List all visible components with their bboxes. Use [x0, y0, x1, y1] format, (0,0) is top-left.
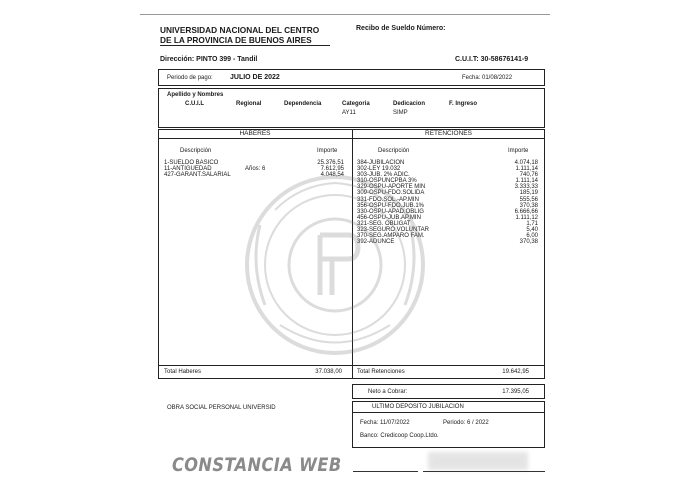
retenciones-row-amount: 4.074,18	[514, 160, 538, 166]
dependencia-label: Dependencia	[284, 101, 322, 107]
haberes-title: HABERES	[239, 130, 271, 137]
haberes-row-desc: 427-GARANT.SALARIAL	[164, 172, 231, 179]
retenciones-row-amount: 1,71	[526, 220, 538, 227]
table-total-rule	[158, 365, 545, 366]
retenciones-row-amount: 370,38	[519, 239, 538, 246]
neto-value: 17.395,05	[502, 389, 529, 395]
retenciones-row-amount: 185,19	[519, 190, 538, 197]
signature-redacted	[428, 452, 528, 470]
haberes-row-amount: 4.048,54	[320, 172, 344, 179]
total-haberes-label: Total Haberes	[164, 369, 202, 375]
retenciones-row-amount: 1.111,14	[515, 166, 538, 173]
haberes-col-desc: Descripción	[180, 148, 212, 154]
neto-label: Neto a Cobrar:	[368, 389, 408, 395]
retenciones-col-desc: Descripción	[378, 148, 410, 154]
cuit: C.U.I.T: 30-58676141-9	[455, 56, 529, 63]
retenciones-row-desc: 384-JUBILACION	[357, 160, 405, 166]
retenciones-row-desc: 370-SEG.AMPARO FAM.	[357, 233, 425, 240]
categoria-value: AY11	[342, 110, 356, 116]
retenciones-row-desc: 310-OSPUNCPBA 3%	[357, 178, 417, 185]
haberes-row-extra: Años: 6	[245, 166, 266, 172]
haberes-row-desc: 1-SUELDO BASICO	[164, 160, 219, 166]
deposito-fecha: Fecha: 11/07/2022	[360, 420, 410, 426]
retenciones-row-amount: 370,38	[519, 202, 538, 209]
constancia-web-stamp: CONSTANCIA WEB	[172, 454, 342, 476]
top-rule	[140, 14, 550, 15]
retenciones-row-desc: 331-FDO.SOL.-AP.MIN	[357, 196, 419, 203]
period-label: Periodo de pago:	[167, 75, 213, 81]
retenciones-col-importe: Importe	[508, 148, 529, 154]
university-seal-icon	[240, 165, 430, 365]
retenciones-row-desc: 302-LEY 19.032	[357, 166, 401, 173]
retenciones-title: RETENCIONES	[425, 130, 472, 137]
retenciones-row-amount: 1.111,14	[515, 178, 538, 185]
retenciones-row-desc: 323-SEGURO VOLUNTAR	[357, 227, 429, 234]
obra-social: OBRA SOCIAL PERSONAL UNIVERSID	[167, 405, 276, 411]
signature-line-right	[423, 471, 545, 472]
period-date: Fecha: 01/08/2022	[462, 75, 513, 81]
retenciones-row-amount: 5,40	[526, 227, 538, 234]
regional-label: Regional	[236, 101, 262, 107]
retenciones-row-desc: 356-OSPU-FDO.JUB.1%	[357, 202, 425, 209]
categoria-label: Categoria	[342, 101, 370, 107]
total-haberes-value: 37.038,00	[315, 369, 342, 375]
name-label: Apellido y Nombres	[167, 92, 224, 98]
retenciones-row-desc: 309-OSPU-FDO.SOLIDA	[357, 190, 425, 197]
retenciones-row-amount: 740,76	[519, 172, 538, 179]
cuil-label: C.U.I.L	[185, 101, 204, 107]
retenciones-row-amount: 6,00	[526, 233, 538, 240]
period-value: JULIO DE 2022	[230, 74, 280, 81]
retenciones-row-desc: 330-OSPU-APAD.OBLIG	[357, 208, 424, 215]
university-name-line2: DE LA PROVINCIA DE BUENOS AIRES	[160, 35, 312, 45]
retenciones-row-amount: 3.333,33	[514, 184, 538, 191]
deposito-title-rule	[352, 412, 545, 413]
university-name-line1: UNIVERSIDAD NACIONAL DEL CENTRO	[160, 25, 320, 35]
total-retenciones-label: Total Retenciones	[357, 369, 405, 375]
retenciones-row-desc: 392-ADUNCE	[357, 239, 395, 246]
haberes-row-amount: 7.612,95	[320, 166, 344, 173]
retenciones-row-desc: 321-SEG. OBLIGAT	[357, 220, 411, 227]
dedicacion-value: SIMP	[393, 110, 408, 116]
retenciones-row-amount: 555,56	[519, 196, 538, 203]
total-retenciones-value: 19.642,95	[502, 369, 529, 375]
retenciones-row-amount: 6.666,66	[514, 208, 538, 215]
deposito-title: ULTIMO DEPOSITO JUBILACION	[372, 404, 464, 410]
retenciones-row-desc: 329-OSPU-APORTE MIN	[357, 184, 426, 191]
haberes-row-amount: 25.376,51	[317, 160, 344, 166]
dedicacion-label: Dedicacion	[393, 101, 426, 107]
receipt-number-title: Recibo de Sueldo Número:	[356, 25, 446, 32]
address: Dirección: PINTO 399 - Tandil	[160, 56, 258, 63]
deposito-periodo: Periodo: 6 / 2022	[443, 420, 489, 426]
haberes-col-importe: Importe	[317, 148, 338, 154]
haberes-row-desc: 11-ANTIGUEDAD	[164, 166, 212, 173]
retenciones-row-desc: 456-OSPU-JUB.AP.MIN	[357, 214, 421, 221]
deposito-banco: Banco: Credicoop Coop.Ltdo.	[360, 433, 439, 439]
retenciones-row-amount: 1.111,12	[515, 214, 538, 221]
retenciones-row-desc: 303-JUB. 2% ADIC.	[357, 172, 410, 179]
header-underline	[160, 45, 330, 46]
ingreso-label: F. Ingreso	[449, 101, 478, 107]
signature-line-left	[353, 471, 418, 472]
table-header-rule	[158, 138, 545, 139]
